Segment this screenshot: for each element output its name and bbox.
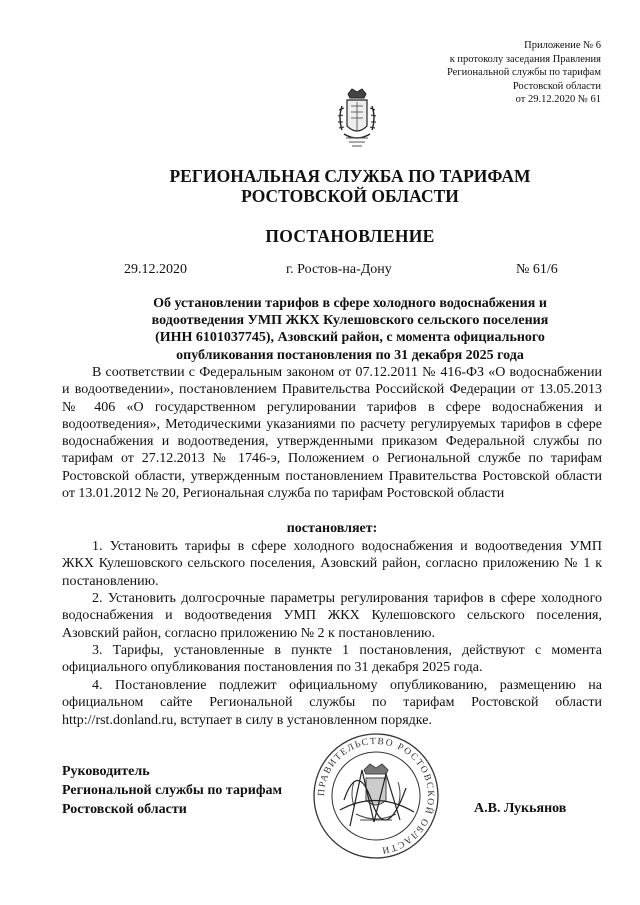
- clause-3: 3. Тарифы, установленные в пункте 1 постановления, действуют с момента официального опубликования постановления по 31 декабря 2025 года.: [62, 643, 602, 676]
- signer-position-line: Региональной службы по тарифам: [62, 783, 283, 798]
- document-number: № 61/6: [516, 262, 558, 277]
- coat-of-arms-icon: [334, 86, 380, 152]
- appendix-line: Региональной службы по тарифам: [446, 67, 601, 78]
- signer-name: А.В. Лукьянов: [474, 801, 567, 816]
- document-city: г. Ростов-на-Дону: [286, 262, 392, 277]
- clause-4: 4. Постановление подлежит официальному опубликованию, размещению на официальном сайте Региональной службы по тарифам Ростовской области http://rst.donland.ru, вступает в силу в установленном порядке.: [62, 678, 602, 728]
- appendix-line: Ростовской области: [512, 80, 601, 92]
- signer-position: [62, 762, 282, 819]
- document-date: 29.12.2020: [124, 262, 187, 277]
- subject-line: (ИНН 6101037745), Азовский район, с момента официального: [155, 330, 545, 346]
- clause-1: 1. Установить тарифы в сфере холодного водоснабжения и водоотведения УМП ЖКХ Кулешовского сельского поселения, Азовский район, согласно приложению № 1 к постановлению.: [62, 539, 602, 589]
- appendix-line: от 29.12.2020 № 61: [515, 94, 601, 105]
- seal-ring-text: ПРАВИТЕЛЬСТВО РОСТОВСКОЙ ОБЛАСТИ: [316, 736, 436, 855]
- subject-line: Об установлении тарифов в сфере холодного водоснабжения и: [153, 296, 547, 311]
- title-line: РЕГИОНАЛЬНАЯ СЛУЖБА ПО ТАРИФАМ: [169, 166, 531, 186]
- document-type: ПОСТАНОВЛЕНИЕ: [265, 226, 435, 246]
- organization-title: [60, 166, 640, 206]
- clause-2: 2. Установить долгосрочные параметры регулирования тарифов в сфере холодного водоснабжения и водоотведения УМП ЖКХ Кулешовского сельского поселения, Азовский район, согласно приложению № 2 к постановлению.: [62, 591, 602, 641]
- official-seal-icon: [310, 730, 442, 862]
- subject-line: опубликования постановления по 31 декабря 2025 года: [176, 347, 524, 363]
- title-line: РОСТОВСКОЙ ОБЛАСТИ: [241, 186, 459, 206]
- legal-basis-paragraph: В соответствии с Федеральным законом от 07.12.2011 № 416-ФЗ «О водоснабжении и водоотведении», постановлением Правительства Российской Федерации от 13.05.2013 № 406 «О государственном регулировании тарифов в сфере водоснабжения и водоотведения», Методическими указаниями по расчету регулируемых тарифов в сфере водоснабжения и водоотведения, утвержденными приказом Федеральной службы по тарифам от 27.12.2013 № 1746-э, Положением о Региональной службе по тарифам Ростовской области, утвержденным постановлением Правительства Ростовской области от 13.01.2012 № 20, Региональная служба по тарифам Ростовской области: [62, 365, 602, 502]
- appendix-line: к протоколу заседания Правления: [449, 53, 601, 65]
- appendix-note: [447, 39, 601, 107]
- decree-word: постановляет:: [286, 521, 378, 536]
- document-subject: [60, 295, 640, 364]
- signer-position-line: Ростовской области: [62, 802, 187, 817]
- signer-position-line: Руководитель: [62, 764, 150, 779]
- appendix-line: Приложение № 6: [524, 40, 601, 51]
- subject-line: водоотведения УМП ЖКХ Кулешовского сельского поселения: [151, 313, 549, 329]
